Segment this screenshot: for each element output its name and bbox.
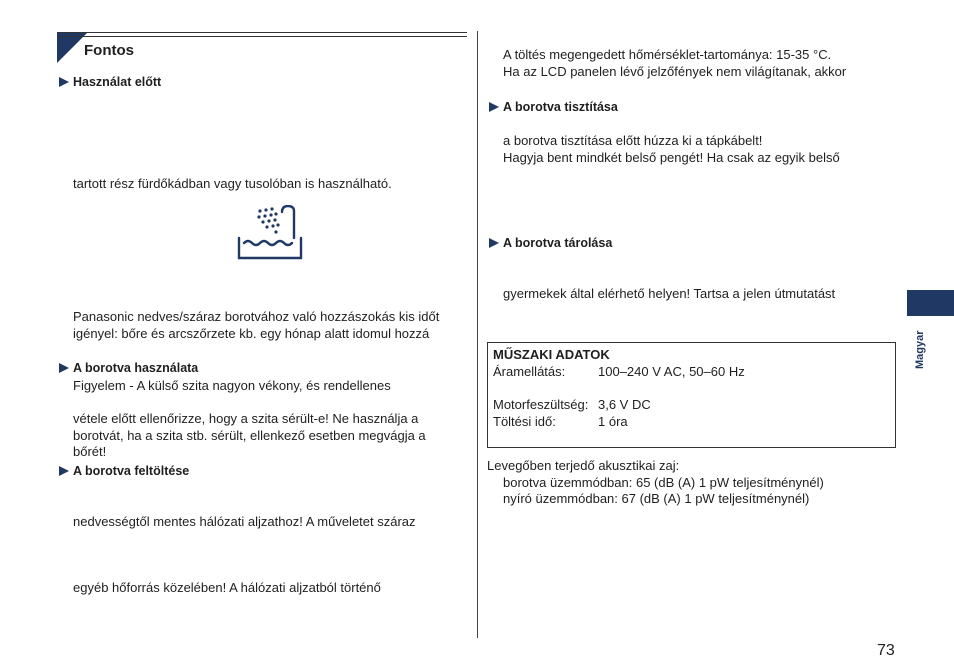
language-tab-label: Magyar	[914, 330, 926, 369]
text-line: vétele előtt ellenőrizze, hogy a szita sérült-e! Ne használja a	[73, 411, 419, 426]
heading-storage: A borotva tárolása	[489, 235, 612, 252]
text-line: Figyelem - A külső szita nagyon vékony, és rendellenes	[73, 378, 391, 393]
text-line: A töltés megengedett hőmérséklet-tartománya: 15-35 °C.	[503, 47, 832, 62]
text-line: tartott rész fürdőkádban vagy tusolóban is használható.	[73, 176, 392, 191]
bullet-triangle-icon	[489, 238, 499, 248]
spec-value: 1 óra	[598, 414, 628, 429]
spec-label: Áramellátás:	[493, 364, 566, 379]
bathtub-shower-icon	[236, 205, 304, 261]
bullet-triangle-icon	[489, 102, 499, 112]
text-line: Ha az LCD panelen lévő jelzőfények nem világítanak, akkor	[503, 64, 847, 79]
bullet-triangle-icon	[59, 77, 69, 87]
section-title: Fontos	[84, 42, 134, 59]
text-line: Panasonic nedves/száraz borotvához való hozzászokás kis időt	[73, 309, 440, 324]
text-line: a borotva tisztítása előtt húzza ki a tápkábelt!	[503, 133, 763, 148]
spec-label: Töltési idő:	[493, 414, 556, 429]
text-line: Hagyja bent mindkét belső pengét! Ha csak az egyik belső	[503, 150, 840, 165]
spec-label: Motorfeszültség:	[493, 397, 589, 412]
spec-value: 3,6 V DC	[598, 397, 651, 412]
noise-heading: Levegőben terjedő akusztikai zaj:	[487, 458, 680, 473]
spec-value: 100–240 V AC, 50–60 Hz	[598, 364, 745, 379]
heading-using-shaver: A borotva használata	[59, 360, 198, 377]
bullet-triangle-icon	[59, 363, 69, 373]
text-line: gyermekek által elérhető helyen! Tartsa a jelen útmutatást	[503, 286, 836, 301]
heading-cleaning: A borotva tisztítása	[489, 99, 618, 116]
text-line: bőrét!	[73, 444, 107, 459]
header-rule-bottom	[57, 36, 467, 37]
heading-charging: A borotva feltöltése	[59, 463, 189, 480]
language-tab	[907, 290, 954, 316]
column-divider	[477, 31, 478, 638]
heading-before-use: Használat előtt	[59, 74, 161, 91]
noise-line: borotva üzemmódban: 65 (dB (A) 1 pW teljesítménynél)	[503, 475, 824, 490]
bullet-triangle-icon	[59, 466, 69, 476]
noise-line: nyíró üzemmódban: 67 (dB (A) 1 pW teljesítménynél)	[503, 491, 810, 506]
text-line: nedvességtől mentes hálózati aljzathoz! A műveletet száraz	[73, 514, 416, 529]
text-line: egyéb hőforrás közelében! A hálózati aljzatból történő	[73, 580, 381, 595]
page-number: 73	[877, 642, 895, 659]
text-line: igényel: bőre és arcszőrzete kb. egy hónap alatt idomul hozzá	[73, 326, 430, 341]
text-line: borotvát, ha a szita stb. sérült, ellenkező esetben megvágja a	[73, 428, 426, 443]
header-rule-top	[57, 32, 467, 33]
spec-title: MŰSZAKI ADATOK	[493, 347, 610, 362]
